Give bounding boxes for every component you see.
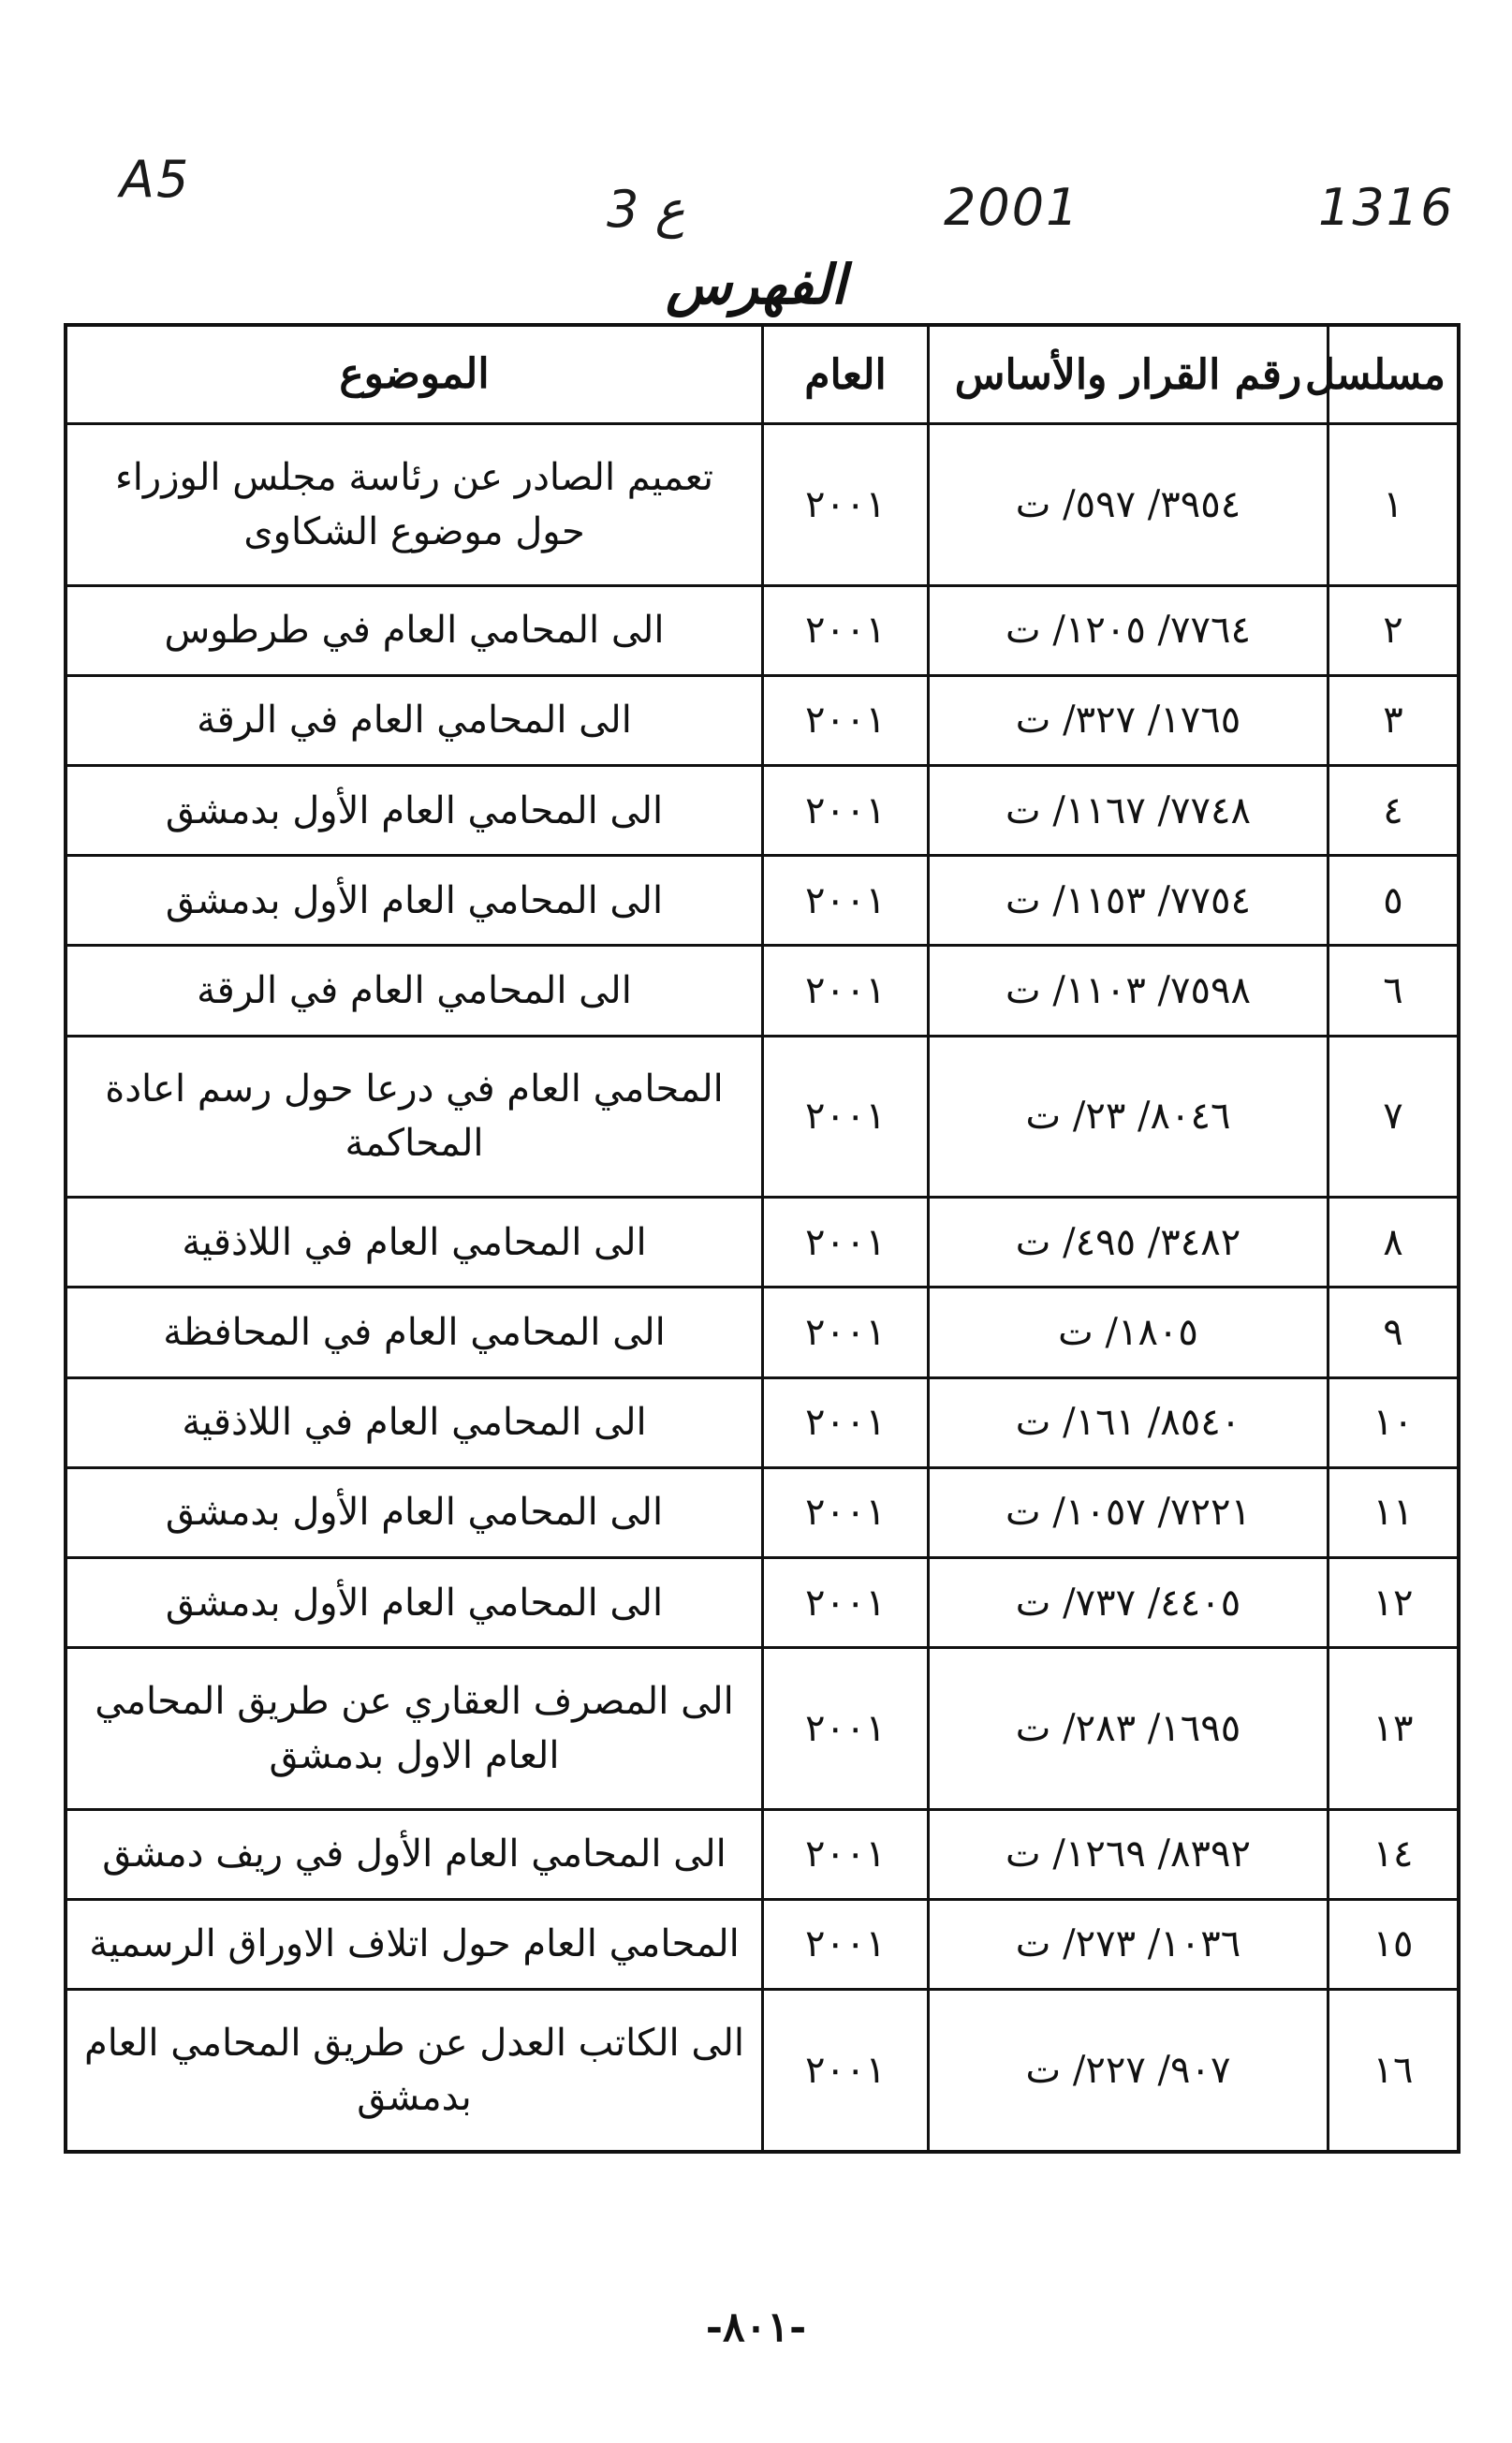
page-title: الفهرس	[666, 253, 846, 316]
row-ref: ٧٢٢١/ ١٠٥٧/ ت	[929, 1467, 1329, 1557]
row-ref: ٧٧٤٨/ ١١٦٧/ ت	[929, 765, 1329, 855]
row-year: ٢٠٠١	[763, 1377, 929, 1467]
row-year: ٢٠٠١	[763, 1899, 929, 1989]
table-row	[66, 765, 1459, 855]
row-year: ٢٠٠١	[763, 585, 929, 675]
row-subject: الى المحامي العام في طرطوس	[66, 585, 763, 675]
row-ref: ٨٣٩٢/ ١٢٦٩/ ت	[929, 1809, 1329, 1899]
row-subject: الى المحامي العام الأول بدمشق	[66, 1467, 763, 1557]
row-year: ٢٠٠١	[763, 1809, 929, 1899]
table-row	[66, 856, 1459, 946]
row-subject: الى الكاتب العدل عن طريق المحامي العام بدمشق	[66, 1990, 763, 2152]
row-ref: ٧٧٦٤/ ١٢٠٥/ ت	[929, 585, 1329, 675]
row-year: ٢٠٠١	[763, 1648, 929, 1810]
table-row	[66, 1990, 1459, 2152]
row-ref: ٨٥٤٠/ ١٦١/ ت	[929, 1377, 1329, 1467]
index-table	[64, 323, 1461, 2154]
row-serial: ١	[1329, 424, 1460, 586]
row-subject: الى المحامي العام في المحافظة	[66, 1288, 763, 1377]
table-row	[66, 585, 1459, 675]
row-year: ٢٠٠١	[763, 675, 929, 765]
row-ref: ٨٠٤٦/ ٢٣/ ت	[929, 1036, 1329, 1198]
row-ref: ١٦٩٥/ ٢٨٣/ ت	[929, 1648, 1329, 1810]
row-subject: الى المحامي العام في الرقة	[66, 946, 763, 1036]
row-serial: ٣	[1329, 675, 1460, 765]
row-ref: ٧٧٥٤/ ١١٥٣/ ت	[929, 856, 1329, 946]
table-row	[66, 675, 1459, 765]
row-subject: الى المصرف العقاري عن طريق المحامي العام الاول بدمشق	[66, 1648, 763, 1810]
row-year: ٢٠٠١	[763, 1557, 929, 1647]
row-serial: ٢	[1329, 585, 1460, 675]
table-row	[66, 1198, 1459, 1288]
row-subject: المحامي العام في درعا حول رسم اعادة المحاكمة	[66, 1036, 763, 1198]
row-year: ٢٠٠١	[763, 1288, 929, 1377]
table-row	[66, 1809, 1459, 1899]
row-serial: ١٤	[1329, 1809, 1460, 1899]
row-serial: ٥	[1329, 856, 1460, 946]
row-ref: ١٨٠٥/ ت	[929, 1288, 1329, 1377]
row-ref: ٧٥٩٨/ ١١٠٣/ ت	[929, 946, 1329, 1036]
row-serial: ١٦	[1329, 1990, 1460, 2152]
table-row	[66, 1288, 1459, 1377]
table-row	[66, 1899, 1459, 1989]
row-subject: الى المحامي العام الأول بدمشق	[66, 1557, 763, 1647]
table-row	[66, 1377, 1459, 1467]
handwritten-note: A5	[120, 150, 191, 209]
handwritten-note: 2001	[944, 178, 1080, 237]
row-serial: ١٥	[1329, 1899, 1460, 1989]
table-row	[66, 946, 1459, 1036]
row-subject: الى المحامي العام في اللاذقية	[66, 1198, 763, 1288]
row-serial: ١٣	[1329, 1648, 1460, 1810]
header-ref: رقم القرار والأساس	[929, 325, 1329, 424]
table-row	[66, 1467, 1459, 1557]
header-serial: مسلسل	[1329, 325, 1460, 424]
row-subject: الى المحامي العام الأول بدمشق	[66, 765, 763, 855]
row-ref: ١٠٣٦/ ٢٧٣/ ت	[929, 1899, 1329, 1989]
row-subject: الى المحامي العام الأول في ريف دمشق	[66, 1809, 763, 1899]
row-ref: ١٧٦٥/ ٣٢٧/ ت	[929, 675, 1329, 765]
row-ref: ٩٠٧/ ٢٢٧/ ت	[929, 1990, 1329, 2152]
row-year: ٢٠٠١	[763, 946, 929, 1036]
row-serial: ٩	[1329, 1288, 1460, 1377]
handwritten-note: 3 ع	[607, 180, 685, 239]
row-year: ٢٠٠١	[763, 1036, 929, 1198]
table-row	[66, 1557, 1459, 1647]
row-ref: ٣٩٥٤/ ٥٩٧/ ت	[929, 424, 1329, 586]
row-serial: ٤	[1329, 765, 1460, 855]
row-year: ٢٠٠١	[763, 1198, 929, 1288]
page-number: -٨٠١-	[705, 2303, 807, 2351]
row-serial: ١٠	[1329, 1377, 1460, 1467]
header-year: العام	[763, 325, 929, 424]
header-subject: الموضوع	[66, 325, 763, 424]
row-year: ٢٠٠١	[763, 1467, 929, 1557]
table-row	[66, 424, 1459, 586]
row-serial: ١١	[1329, 1467, 1460, 1557]
row-subject: المحامي العام حول اتلاف الاوراق الرسمية	[66, 1899, 763, 1989]
row-serial: ٨	[1329, 1198, 1460, 1288]
row-year: ٢٠٠١	[763, 856, 929, 946]
table-header-row	[66, 325, 1459, 424]
handwritten-note: 1316	[1318, 178, 1455, 237]
row-subject: الى المحامي العام الأول بدمشق	[66, 856, 763, 946]
row-ref: ٣٤٨٢/ ٤٩٥/ ت	[929, 1198, 1329, 1288]
row-serial: ١٢	[1329, 1557, 1460, 1647]
row-serial: ٦	[1329, 946, 1460, 1036]
row-subject: الى المحامي العام في اللاذقية	[66, 1377, 763, 1467]
table-row	[66, 1648, 1459, 1810]
row-serial: ٧	[1329, 1036, 1460, 1198]
row-subject: الى المحامي العام في الرقة	[66, 675, 763, 765]
row-subject: تعميم الصادر عن رئاسة مجلس الوزراء حول موضوع الشكاوى	[66, 424, 763, 586]
table-row	[66, 1036, 1459, 1198]
row-year: ٢٠٠١	[763, 424, 929, 586]
row-year: ٢٠٠١	[763, 765, 929, 855]
row-ref: ٤٤٠٥/ ٧٣٧/ ت	[929, 1557, 1329, 1647]
row-year: ٢٠٠١	[763, 1990, 929, 2152]
